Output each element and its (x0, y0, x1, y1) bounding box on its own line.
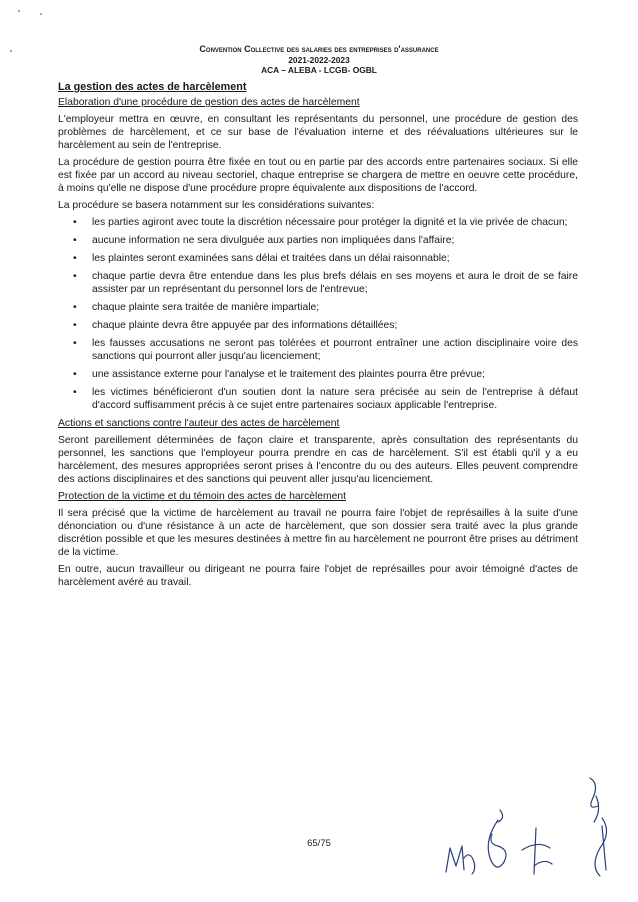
list-item: • chaque partie devra être entendue dans les plus brefs délais en ses moyens et aura le droit de se faire assister par un représentant du personnel lors de l'entrevue; (58, 270, 578, 296)
initial-signature-3 (534, 828, 536, 874)
section-title: La gestion des actes de harcèlement (58, 81, 247, 93)
initial-signature-2 (488, 820, 506, 867)
paragraph: L'employeur mettra en œuvre, en consultant les représentants du personnel, une procédure de gestion des problèmes de harcèlement, et ce sur base de l'évaluation interne et des réévaluations ultérieures sur le harcèlement au sein de l'entreprise. (58, 114, 578, 151)
header-convention-title: Convention Collective des salaries des entreprises d'assurance (199, 44, 439, 54)
list-item: • les parties agiront avec toute la discrétion nécessaire pour protéger la dignité et la vie privée de chacun; (58, 216, 578, 229)
list-item: • les plaintes seront examinées sans délai et traitées dans un délai raisonnable; (58, 252, 578, 265)
handwritten-initials (440, 770, 620, 880)
subsection-title-procedure: Elaboration d'une procédure de gestion des actes de harcèlement (58, 97, 360, 108)
page-number: 65/75 (307, 838, 331, 849)
paragraph: La procédure de gestion pourra être fixée en tout ou en partie par des accords entre partenaires sociaux. Si elle est fixée par un accord au niveau sectoriel, chaque entreprise se chargera de mettre en oeuvre cette procédure, à moins qu'elle ne dispose d'une procédure propre équivalente aux dispositions de l'accord. (58, 157, 578, 194)
document-header (0, 44, 638, 76)
list-item: • une assistance externe pour l'analyse et le traitement des plaintes pourra être prévue; (58, 368, 578, 381)
considerations-list (58, 216, 578, 412)
subsection-title-protection: Protection de la victime et du témoin des actes de harcèlement (58, 491, 347, 502)
header-years: 2021-2022-2023 (288, 54, 350, 65)
list-item: • chaque plainte sera traitée de manière impartiale; (58, 301, 578, 314)
initial-signature-1 (446, 846, 464, 872)
scan-speck (18, 10, 20, 12)
subsection-title-sanctions: Actions et sanctions contre l'auteur des actes de harcèlement (58, 418, 340, 429)
paragraph: La procédure se basera notamment sur les considérations suivantes: (58, 200, 375, 211)
paragraph: En outre, aucun travailleur ou dirigeant ne pourra faire l'objet de représailles pour avoir témoigné d'actes de harcèlement avéré au travail. (58, 564, 578, 588)
list-item: • chaque plainte devra être appuyée par des informations détaillées; (58, 319, 578, 332)
paragraph: Il sera précisé que la victime de harcèlement au travail ne pourra faire l'objet de représailles à la suite d'une dénonciation ou d'une résistance à un acte de harcèlement, que son dossier sera traité avec la plus grande discrétion possible et que les mesures destinées à mettre fin au harcèlement ne pourront être prises au détriment de la victime. (58, 508, 578, 558)
list-item: • les victimes bénéficieront d'un soutien dont la nature sera précisée au sein de l'entreprise à défaut d'accord suffisamment précis à ce sujet entre partenaires sociaux applicable l'entreprise. (58, 386, 578, 412)
paragraph: Seront pareillement déterminées de façon claire et transparente, après consultation des représentants du personnel, les sanctions que l'employeur pourra prendre en cas de harcèlement. S'il est établi qu'il y a eu harcèlement, des mesures appropriées seront prises à l'encontre du ou des auteurs. Elles peuvent comprendre des actions disciplinaires et des sanctions qui peuvent aller jusqu'au licenciement. (58, 435, 578, 485)
scan-speck (40, 13, 42, 15)
list-item: • les fausses accusations ne seront pas tolérées et pourront entraîner une action disciplinaire voire des sanctions qui pourront aller jusqu'au licenciement; (58, 337, 578, 363)
header-signatories: ACA – ALEBA - LCGB- OGBL (261, 65, 377, 76)
document-body (58, 81, 578, 593)
initial-signature-4 (590, 778, 598, 807)
list-item: • aucune information ne sera divulguée aux parties non impliquées dans l'affaire; (58, 234, 578, 247)
